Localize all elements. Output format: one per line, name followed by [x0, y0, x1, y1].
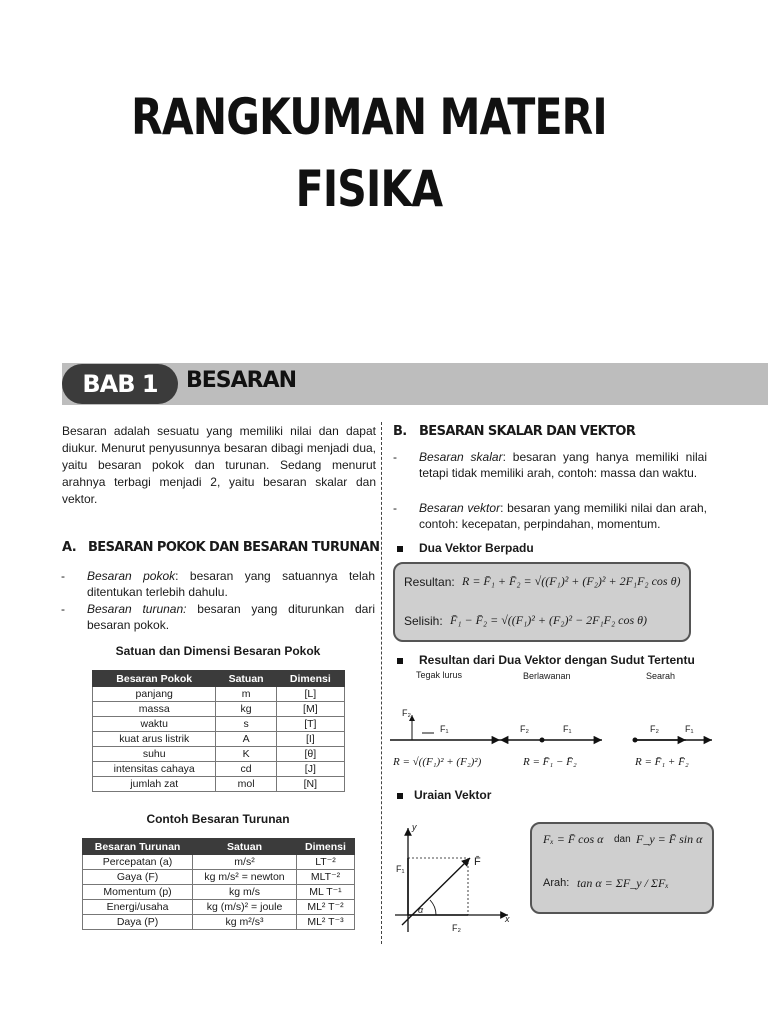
- table-cell: [T]: [276, 717, 344, 732]
- list-item: - Besaran pokok: besaran yang satuannya telah ditentukan terlebih dahulu.: [61, 569, 375, 599]
- formula-dan: dan: [614, 834, 631, 845]
- table-row: [93, 762, 345, 777]
- table-cell: Gaya (F): [83, 870, 193, 885]
- berlawanan-f2-label: F₂: [520, 724, 529, 734]
- label-searah: Searah: [646, 671, 676, 681]
- vector-f-label: F̄: [474, 856, 481, 868]
- bullet-square-icon: [397, 793, 403, 799]
- table-cell: mol: [216, 777, 276, 792]
- table-row: [93, 687, 345, 702]
- table-row: [83, 855, 355, 870]
- table-cell: Percepatan (a): [83, 855, 193, 870]
- table-cell: ML² T⁻²: [296, 900, 354, 915]
- table-row: [83, 900, 355, 915]
- bullet-uraian: Uraian Vektor: [414, 788, 492, 802]
- formula-fy: F_y = F̄ sin α: [636, 832, 703, 846]
- formula-searah: R = F̄₁ + F̄₂: [635, 756, 689, 768]
- table-header-cell: Satuan: [216, 671, 276, 687]
- arah-label: Arah:: [543, 877, 570, 889]
- label-tegak-lurus: Tegak lurus: [416, 670, 463, 680]
- table-row: [83, 885, 355, 900]
- tegak-f2-label: F₂: [402, 708, 411, 718]
- formula-fx: Fₓ = F̄ cos α: [543, 832, 604, 846]
- table-row: [83, 870, 355, 885]
- table-header-cell: Dimensi: [276, 671, 344, 687]
- table-cell: A: [216, 732, 276, 747]
- table-besaran-turunan: [82, 838, 355, 930]
- selisih-formula: F̄₁ − F̄₂ = √((F₁)² + (F₂)² − 2F₁F₂ cos θ): [450, 613, 648, 627]
- resultan-label: Resultan:: [404, 575, 455, 589]
- table-besaran-pokok: [92, 670, 345, 792]
- table-header-cell: Dimensi: [296, 839, 354, 855]
- table-cell: panjang: [93, 687, 216, 702]
- table-cell: kuat arus listrik: [93, 732, 216, 747]
- table-cell: [M]: [276, 702, 344, 717]
- table-cell: cd: [216, 762, 276, 777]
- table2-caption: Contoh Besaran Turunan: [146, 812, 290, 826]
- angle-alpha-label: α: [418, 905, 424, 915]
- vector-f2-label: F₂: [452, 923, 461, 933]
- table-cell: MLT⁻²: [296, 870, 354, 885]
- table-cell: kg m²/s³: [193, 915, 297, 930]
- table-cell: ML T⁻¹: [296, 885, 354, 900]
- table-cell: LT⁻²: [296, 855, 354, 870]
- table-cell: [J]: [276, 762, 344, 777]
- table-cell: kg (m/s)² = joule: [193, 900, 297, 915]
- table-row: [93, 732, 345, 747]
- bullet-dua-vektor: Dua Vektor Berpadu: [419, 541, 534, 555]
- searah-f2-label: F₂: [650, 724, 659, 734]
- table-cell: m: [216, 687, 276, 702]
- formula-tegak-lurus: R = √((F₁)² + (F₂)²): [393, 756, 482, 768]
- table-cell: jumlah zat: [93, 777, 216, 792]
- section-b-number: B.: [393, 424, 407, 439]
- term: Besaran pokok: [87, 569, 176, 583]
- chapter-badge: BAB 1: [62, 364, 178, 404]
- formula-berlawanan: R = F̄₁ − F̄₂: [523, 756, 577, 768]
- table-cell: intensitas cahaya: [93, 762, 216, 777]
- searah-f1-label: F₁: [685, 724, 694, 734]
- vector-f1-label: F₁: [396, 864, 405, 874]
- table-header-cell: Besaran Turunan: [83, 839, 193, 855]
- table-row: [93, 702, 345, 717]
- table-cell: massa: [93, 702, 216, 717]
- table-cell: waktu: [93, 717, 216, 732]
- term: Besaran turunan:: [87, 602, 187, 616]
- table-cell: m/s²: [193, 855, 297, 870]
- table-header-row: [83, 839, 355, 855]
- page-title-line2: FISIKA: [295, 160, 443, 218]
- bullet-square-icon: [397, 546, 403, 552]
- section-b-title: BESARAN SKALAR DAN VEKTOR: [419, 424, 636, 439]
- table-row: [83, 915, 355, 930]
- table-cell: K: [216, 747, 276, 762]
- arah-formula: tan α = ΣF_y / ΣFₓ: [577, 876, 669, 890]
- table-cell: s: [216, 717, 276, 732]
- table-row: [93, 777, 345, 792]
- bullet-square-icon: [397, 658, 403, 664]
- berlawanan-f1-label: F₁: [563, 724, 572, 734]
- axis-x-label: x: [505, 914, 510, 924]
- vector-diagrams: [390, 685, 720, 745]
- chapter-title: BESARAN: [186, 368, 297, 393]
- vector-decomposition-diagram: [390, 820, 520, 940]
- axis-y-label: y: [412, 822, 417, 832]
- section-a-number: A.: [62, 540, 77, 555]
- table-cell: Momentum (p): [83, 885, 193, 900]
- column-divider: [381, 422, 382, 944]
- intro-paragraph: Besaran adalah sesuatu yang memiliki nilai dan dapat diukur. Menurut penyusunnya besaran dibagi menjadi dua, yaitu besaran pokok dan turunan. Sedang menurut arahnya terbagi menjadi 2, yaitu besaran skalar dan vektor.: [62, 424, 376, 506]
- table-cell: Daya (P): [83, 915, 193, 930]
- table-cell: [N]: [276, 777, 344, 792]
- bullet-sudut: Resultan dari Dua Vektor dengan Sudut Tertentu: [419, 653, 695, 667]
- resultan-formula: R = F̄₁ + F̄₂ = √((F₁)² + (F₂)² + 2F₁F₂ cos θ): [462, 574, 681, 588]
- table-cell: kg m/s: [193, 885, 297, 900]
- list-item: - Besaran turunan: besaran yang diturunkan dari besaran pokok.: [61, 602, 375, 632]
- table-cell: [L]: [276, 687, 344, 702]
- table-cell: kg m/s² = newton: [193, 870, 297, 885]
- table-header-cell: Satuan: [193, 839, 297, 855]
- table-row: [93, 747, 345, 762]
- section-a-title: BESARAN POKOK DAN BESARAN TURUNAN: [88, 540, 380, 555]
- label-berlawanan: Berlawanan: [523, 671, 571, 681]
- table-cell: suhu: [93, 747, 216, 762]
- table-cell: [θ]: [276, 747, 344, 762]
- table-header-row: [93, 671, 345, 687]
- page-title-line1: RANGKUMAN MATERI: [131, 88, 607, 146]
- table-cell: [I]: [276, 732, 344, 747]
- list-item: - Besaran vektor: besaran yang memiliki nilai dan arah, contoh: kecepatan, perpindahan, momentum.: [393, 501, 707, 531]
- selisih-label: Selisih:: [404, 614, 443, 628]
- list-item: - Besaran skalar: besaran yang hanya memiliki nilai tetapi tidak memiliki arah, contoh: massa dan waktu.: [393, 450, 707, 480]
- table-header-cell: Besaran Pokok: [93, 671, 216, 687]
- table-cell: ML² T⁻³: [296, 915, 354, 930]
- table-cell: Energi/usaha: [83, 900, 193, 915]
- table-row: [93, 717, 345, 732]
- table-cell: kg: [216, 702, 276, 717]
- tegak-f1-label: F₁: [440, 724, 449, 734]
- section-a-heading: [62, 540, 379, 555]
- table1-caption: Satuan dan Dimensi Besaran Pokok: [115, 644, 321, 658]
- section-b-heading: [393, 424, 635, 439]
